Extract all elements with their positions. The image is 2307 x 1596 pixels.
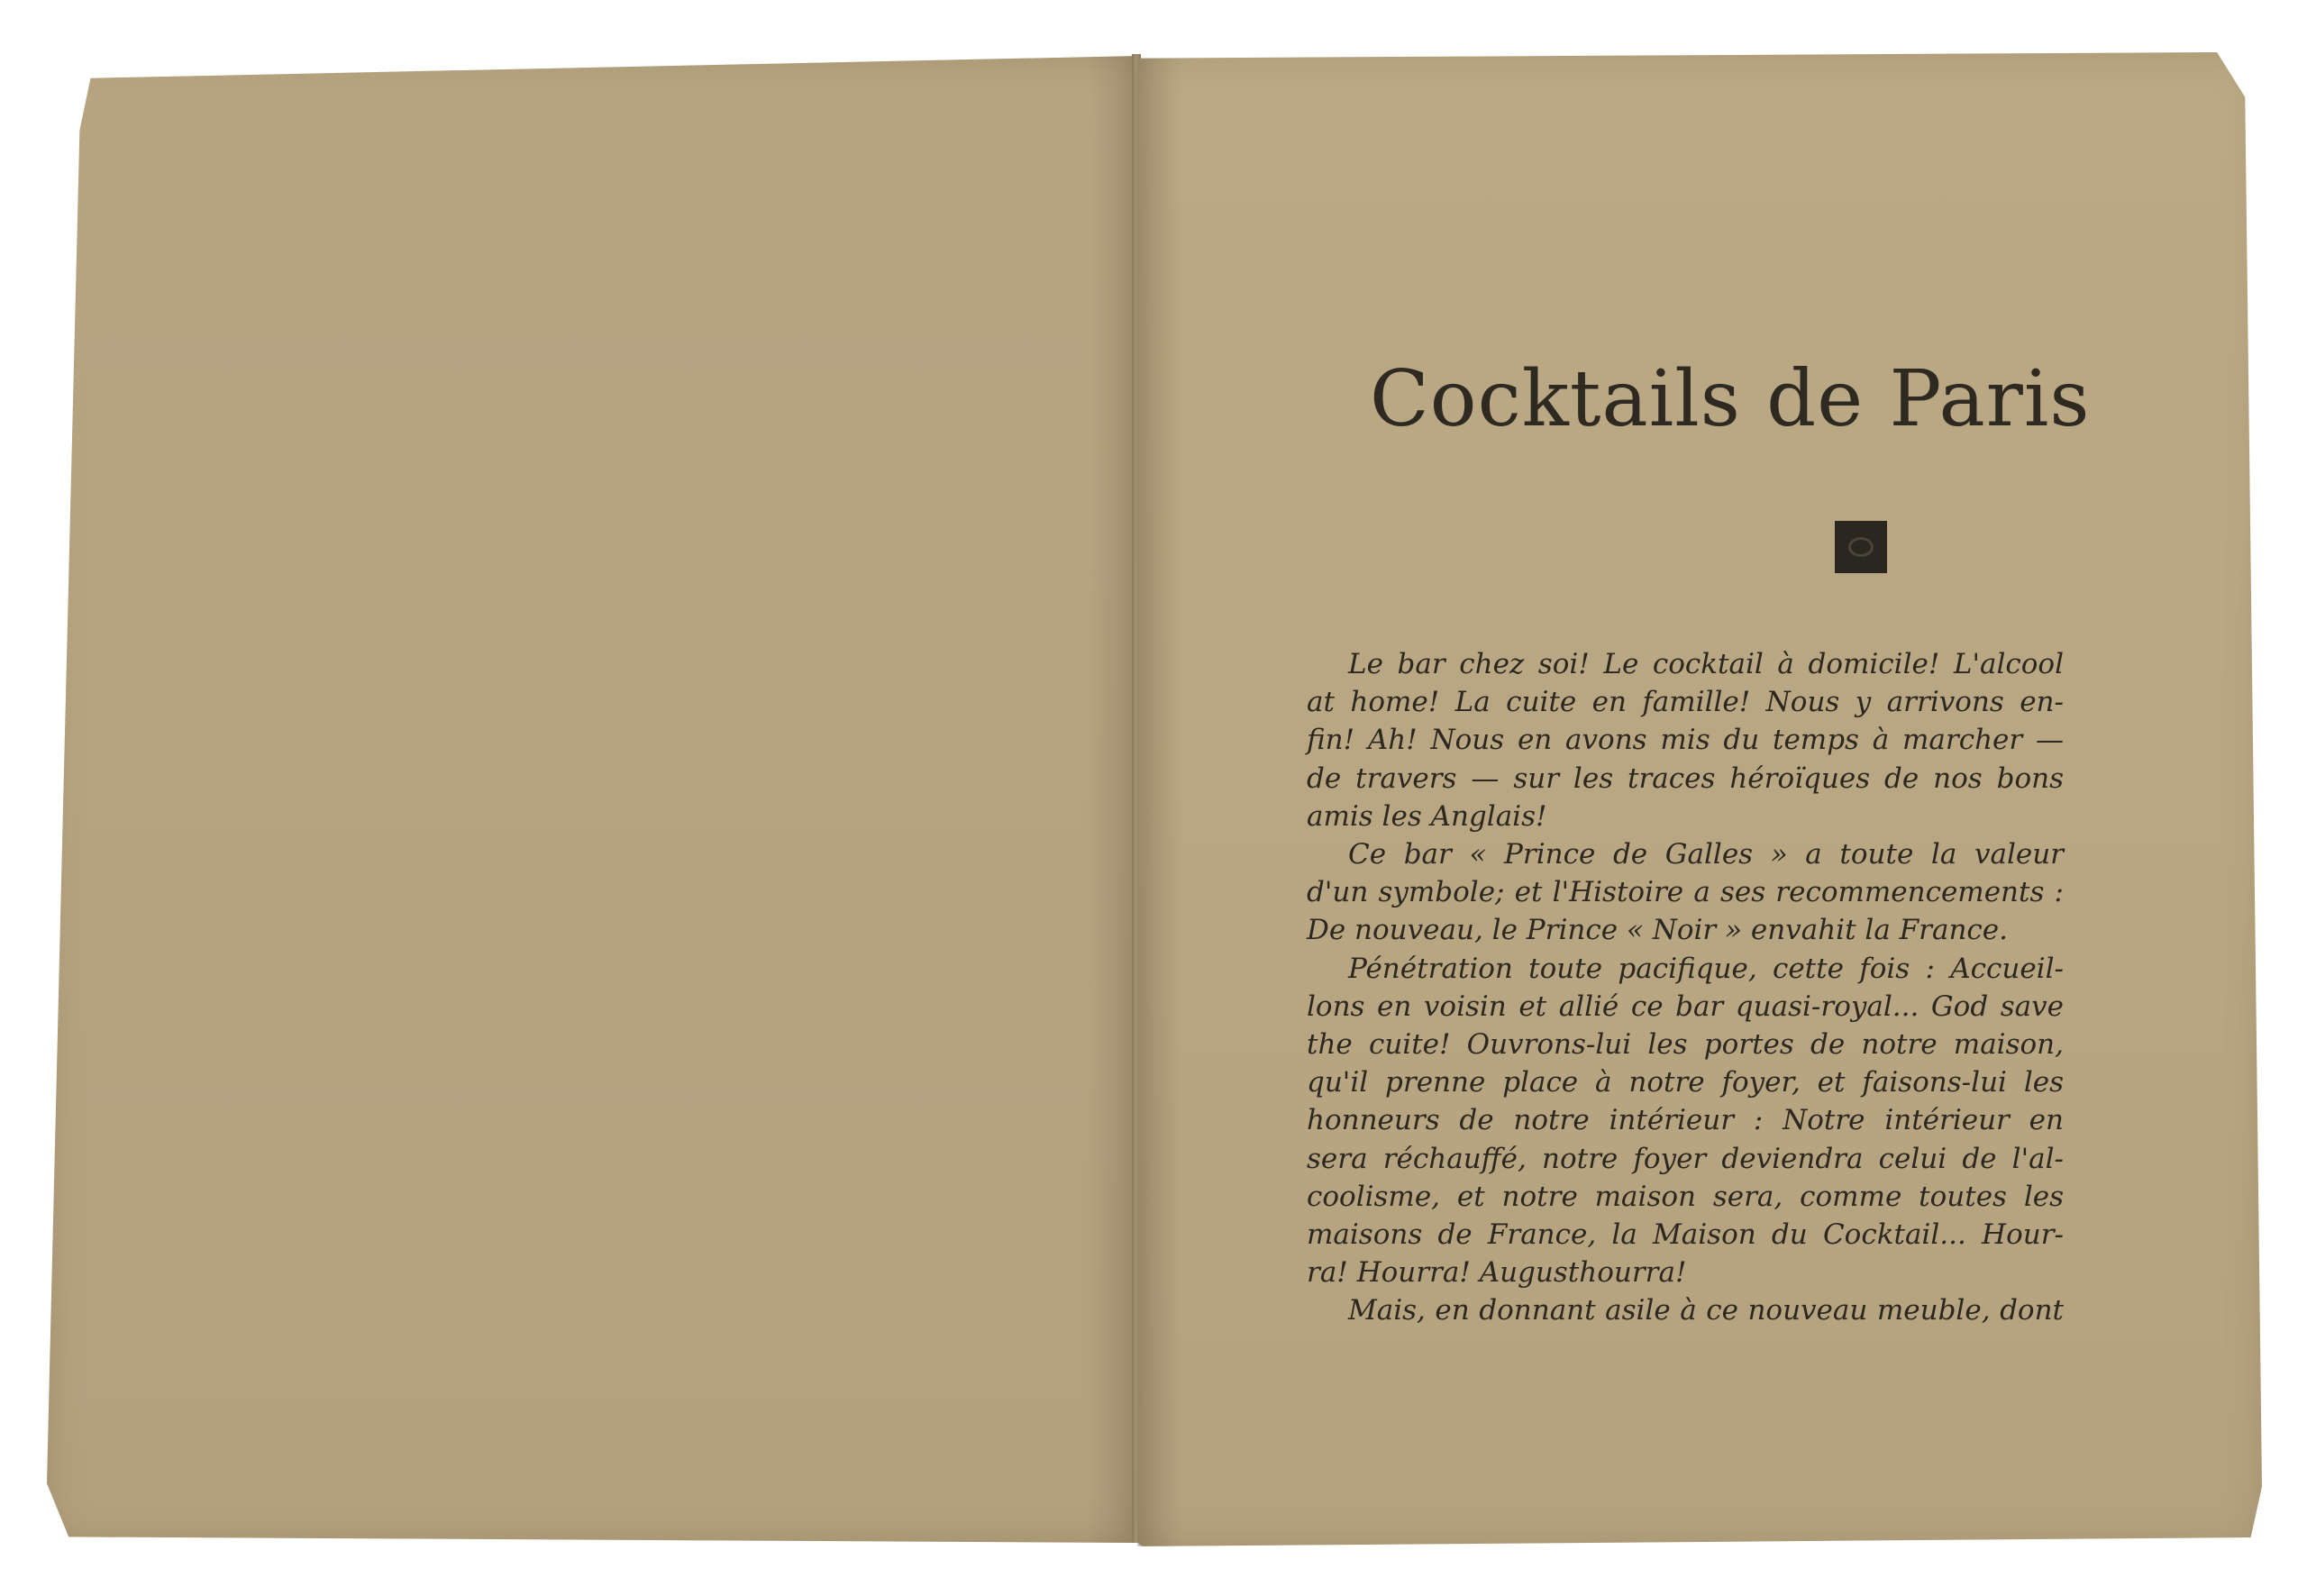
text-line: qu'il prenne place à notre foyer, et faisons-lui les — [1307, 1066, 2064, 1099]
text-line: Mais, en donnant asile à ce nouveau meuble, dont — [1348, 1294, 2064, 1327]
text-line: ra! Hourra! Augusthourra! — [1307, 1256, 1687, 1290]
left-blank-page — [47, 56, 1139, 1543]
text-line: honneurs de notre intérieur : Notre intérieur en — [1307, 1104, 2064, 1137]
text-line: at home! La cuite en famille! Nous y arrivons en- — [1307, 686, 2064, 719]
page-title: Cocktails de Paris — [1370, 354, 2091, 444]
text-line: the cuite! Ouvrons-lui les portes de notre maison, — [1307, 1028, 2064, 1062]
paragraph — [1271, 645, 2064, 835]
text-line: amis les Anglais! — [1307, 799, 1547, 833]
text-line: Ce bar « Prince de Galles » a toute la valeur — [1348, 838, 2064, 871]
text-line: Le bar chez soi! Le cocktail à domicile! L'alcool — [1348, 648, 2064, 680]
text-line: fin! Ah! Nous en avons mis du temps à marcher — — [1307, 724, 2064, 757]
text-line: Pénétration toute pacifique, cette fois : Accueil- — [1348, 952, 2064, 985]
ornament-mark-icon — [1848, 537, 1874, 557]
text-line: De nouveau, le Prince « Noir » envahit la France. — [1307, 914, 2008, 947]
paragraph — [1271, 835, 2064, 950]
text-line: maisons de France, la Maison du Cocktail... Hour- — [1307, 1218, 2064, 1252]
text-line: sera réchauffé, notre foyer deviendra celui de l'al- — [1307, 1142, 2064, 1175]
text-line: d'un symbole; et l'Histoire a ses recommencements : — [1307, 876, 2064, 909]
paragraph — [1271, 950, 2064, 1292]
text-line: lons en voisin et allié ce bar quasi-royal... God save — [1307, 990, 2064, 1023]
ornament-block — [1835, 521, 1887, 573]
text-line: de travers — sur les traces héroïques de nos bons — [1307, 762, 2064, 795]
paragraph — [1271, 1291, 2064, 1329]
body-text — [1271, 645, 2064, 1330]
text-line: coolisme, et notre maison sera, comme toutes les — [1307, 1180, 2064, 1213]
